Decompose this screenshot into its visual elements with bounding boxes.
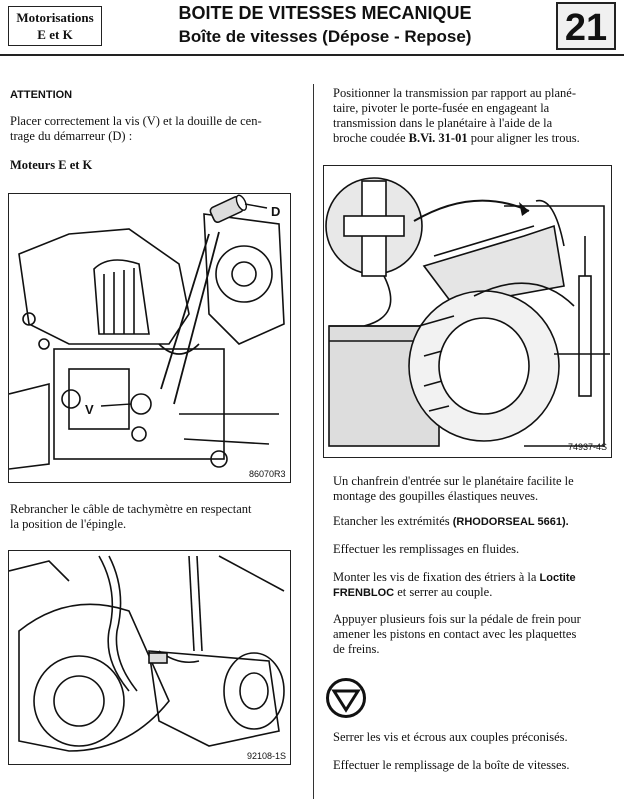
page-title: BOITE DE VITESSES MECANIQUE <box>178 3 472 23</box>
transmission-line-4: broche coudée B.Vi. 31-01 pour aligner les trous. <box>333 131 580 145</box>
transmission-line-2: taire, pivoter le porte-fusée en engageant la <box>333 101 550 115</box>
product-rhodorseal: (RHODORSEAL 5661). <box>452 516 569 528</box>
figure-ref-3: 74937-4S <box>568 442 608 452</box>
product-frenbloc: FRENBLOC <box>333 587 395 599</box>
engine-badge <box>8 6 102 46</box>
tool-reference: B.Vi. 31-01 <box>408 131 468 145</box>
brake-pedal-line-3: de freins. <box>333 642 380 656</box>
seal-instruction: Etancher les extrémités (RHODORSEAL 5661). <box>333 514 569 528</box>
attention-line-1: Placer correctement la vis (V) et la douille de cen- <box>10 114 262 128</box>
tachometer-line-1: Rebrancher le câble de tachymètre en respectant <box>10 502 252 516</box>
figure-tachometer-cable <box>8 550 291 765</box>
page-subtitle: Boîte de vitesses (Dépose - Repose) <box>178 27 472 46</box>
torque-instruction: Serrer les vis et écrous aux couples préconisés. <box>333 730 568 744</box>
gearbox-fill-instruction: Effectuer le remplissage de la boîte de vitesses. <box>333 758 570 772</box>
figure-ref-2: 92108-1S <box>247 751 287 761</box>
caliper-line-1: Monter les vis de fixation des étriers à la Loctite <box>333 570 576 584</box>
engine-badge-engines: E et K <box>37 27 73 42</box>
transmission-line-1: Positionner la transmission par rapport au plané- <box>333 86 576 100</box>
figure-starter-bolt <box>8 193 291 483</box>
header-rule <box>0 54 624 56</box>
figure-ref-1: 86070R3 <box>249 469 286 479</box>
figure-planetary-alignment <box>323 165 612 458</box>
fluids-instruction: Effectuer les remplissages en fluides. <box>333 542 520 556</box>
chamfer-line-2: montage des goupilles élastiques neuves. <box>333 489 539 503</box>
torque-warning-icon <box>326 678 366 718</box>
planetary-drawing <box>324 166 610 456</box>
chapter-number: 21 <box>556 2 616 50</box>
caliper-line-2: FRENBLOC et serrer au couple. <box>333 585 493 599</box>
motors-heading: Moteurs E et K <box>10 158 93 172</box>
label-starter-sleeve-d: D <box>271 204 281 219</box>
column-divider <box>313 84 314 799</box>
attention-line-2: trage du démarreur (D) : <box>10 129 133 143</box>
transmission-line-3: transmission dans le planétaire à l'aide de la <box>333 116 553 130</box>
tachometer-line-2: la position de l'épingle. <box>10 517 127 531</box>
engine-badge-title: Motorisations <box>16 10 94 25</box>
brake-pedal-line-2: amener les pistons en contact avec les plaquettes <box>333 627 577 641</box>
gearbox-drawing <box>9 551 289 763</box>
brake-pedal-line-1: Appuyer plusieurs fois sur la pédale de frein pour <box>333 612 581 626</box>
engine-drawing <box>9 194 289 481</box>
product-loctite: Loctite <box>539 572 576 584</box>
attention-heading: ATTENTION <box>10 89 73 101</box>
chamfer-line-1: Un chanfrein d'entrée sur le planétaire facilite le <box>333 474 574 488</box>
label-bolt-v: V <box>85 402 94 417</box>
